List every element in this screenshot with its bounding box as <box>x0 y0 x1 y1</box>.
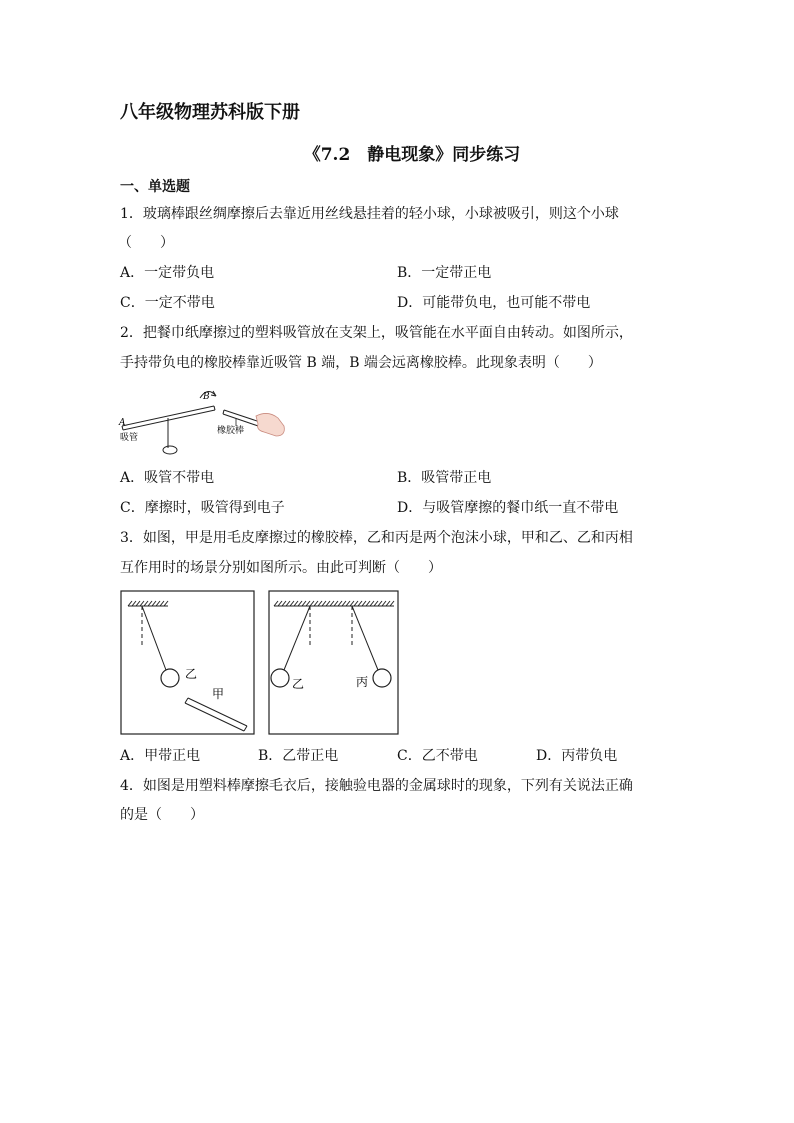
q3-stem-line-1: 3．如图，甲是用毛皮摩擦过的橡胶棒，乙和丙是两个泡沫小球，甲和乙、乙和丙相 <box>120 530 633 546</box>
q2-label-a: A <box>119 418 126 428</box>
q3-option-d[interactable]: D．丙带负电 <box>536 748 618 764</box>
q3-option-c[interactable]: C．乙不带电 <box>397 748 478 764</box>
q2-option-c[interactable]: C．摩擦时，吸管得到电子 <box>120 500 285 516</box>
doc-header: 八年级物理苏科版下册 <box>120 102 300 123</box>
q1-stem-line-1: 1．玻璃棒跟丝绸摩擦后去靠近用丝线悬挂着的轻小球，小球被吸引，则这个小球 <box>120 206 619 222</box>
q3-figure-right <box>268 590 400 736</box>
q1-option-a[interactable]: A．一定带负电 <box>120 265 215 281</box>
q2-option-b[interactable]: B．吸管带正电 <box>397 470 492 486</box>
section-heading: 一、单选题 <box>120 179 190 195</box>
q3-label-yi-right: 乙 <box>292 677 305 691</box>
q2-stem-line-1: 2．把餐巾纸摩擦过的塑料吸管放在支架上，吸管能在水平面自由转动。如图所示， <box>120 325 633 341</box>
q2-stem-line-2: 手持带负电的橡胶棒靠近吸管 B 端，B 端会远离橡胶棒。此现象表明（ ） <box>120 355 602 371</box>
q3-figure-left <box>120 590 256 736</box>
doc-title: 《7.2 静电现象》同步练习 <box>303 145 521 165</box>
q1-stem-line-2: （ ） <box>118 235 174 251</box>
q2-straw-figure <box>118 380 288 460</box>
q2-label-b: B <box>203 392 210 402</box>
q1-option-c[interactable]: C．一定不带电 <box>120 295 215 311</box>
q2-label-straw: 吸管 <box>120 433 139 443</box>
q2-label-rod: 橡胶棒 <box>217 426 245 436</box>
q3-label-yi-left: 乙 <box>185 667 198 681</box>
q3-label-jia: 甲 <box>212 687 225 701</box>
q3-option-a[interactable]: A．甲带正电 <box>120 748 201 764</box>
q2-option-a[interactable]: A．吸管不带电 <box>120 470 215 486</box>
q1-option-d[interactable]: D．可能带负电，也可能不带电 <box>397 295 591 311</box>
q3-stem-line-2: 互作用时的场景分别如图所示。由此可判断（ ） <box>120 560 442 576</box>
q2-option-d[interactable]: D．与吸管摩擦的餐巾纸一直不带电 <box>397 500 619 516</box>
q4-stem-line-1: 4．如图是用塑料棒摩擦毛衣后，接触验电器的金属球时的现象，下列有关说法正确 <box>120 778 633 794</box>
q3-option-b[interactable]: B．乙带正电 <box>258 748 339 764</box>
q1-option-b[interactable]: B．一定带正电 <box>397 265 492 281</box>
q3-label-bing: 丙 <box>356 675 369 689</box>
q4-stem-line-2: 的是（ ） <box>120 807 204 823</box>
